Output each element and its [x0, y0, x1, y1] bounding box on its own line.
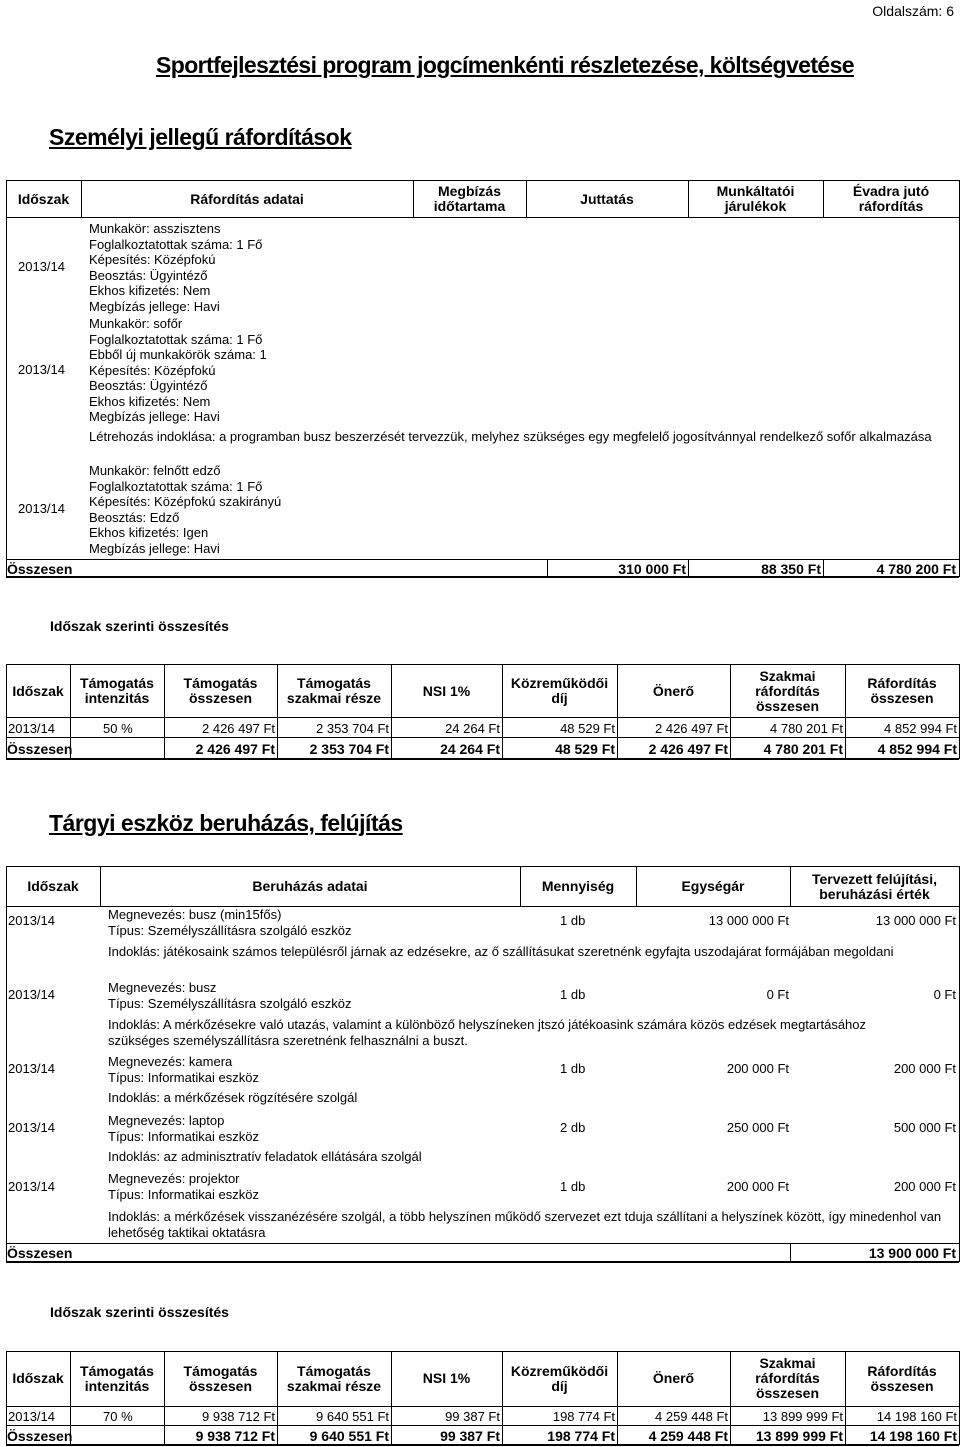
detail-line: Beosztás: Edző: [89, 509, 180, 525]
detail-line: Megbízás jellege: Havi: [89, 298, 220, 314]
sum2-header-szakmai-2: ráfordítás: [755, 1370, 820, 1386]
header-megbizas-1: Megbízás: [437, 183, 501, 199]
sum2-header-kozremukodoi-2: díj: [551, 1377, 568, 1394]
sum-tam-szakmai: 2 353 704 Ft: [316, 721, 389, 736]
asset-header-idoszak: Időszak: [27, 878, 79, 894]
detail-line: Munkakör: sofőr: [89, 316, 183, 331]
row-note: Létrehozás indoklása: a programban busz beszerzését tervezzük, melyhez szükséges egy megfelelő jogosítvánnyal rendelkező sofőr alkalmazása: [89, 429, 932, 444]
sum-szakmai: 4 780 201 Ft: [770, 721, 843, 736]
asset-type: Típus: Személyszállításra szolgáló eszköz: [108, 995, 352, 1011]
sum2-total-tam-osszesen: 9 938 712 Ft: [195, 1428, 275, 1444]
header-evadra-2: ráfordítás: [858, 198, 924, 214]
sum2-tam-szakmai: 9 640 551 Ft: [316, 1409, 389, 1424]
sum2-total-kozremukodoi: 198 774 Ft: [547, 1428, 615, 1444]
asset-price: 200 000 Ft: [726, 1179, 789, 1194]
asset-period: 2013/14: [8, 987, 55, 1002]
asset-name: Megnevezés: kamera: [108, 1054, 233, 1069]
sum-total-tam-osszesen: 2 426 497 Ft: [195, 741, 275, 757]
summary2-title: Időszak szerinti összesítés: [50, 1304, 229, 1320]
sum-total-label: Összesen: [7, 741, 73, 757]
sum2-header-szakmai: [730, 1352, 845, 1405]
asset-details: [108, 907, 351, 938]
detail-line: Beosztás: Ügyintéző: [89, 267, 208, 283]
sum2-header-szakmai-1: Szakmai: [759, 1355, 816, 1371]
detail-line: Képesítés: Középfokú: [89, 252, 216, 267]
row-period: 2013/14: [18, 259, 65, 274]
sum-header-kozremukodoi-1: Közreműködői: [510, 675, 609, 691]
header-megbizas-2: időtartama: [433, 198, 506, 214]
asset-name: Megnevezés: projektor: [108, 1171, 240, 1186]
sum2-header-kozremukodoi-1: Közreműködői: [510, 1362, 609, 1379]
sum-total-tam-szakmai: 2 353 704 Ft: [309, 741, 389, 757]
asset-total-value: 13 900 000 Ft: [868, 1245, 956, 1261]
asset-note: Indoklás: a mérkőzések rögzítésére szolgál: [108, 1090, 358, 1105]
asset-header-tervezett-1: Tervezett felújítási,: [811, 870, 937, 887]
detail-line: Foglalkoztatottak száma: 1 Fő: [89, 331, 263, 347]
asset-period: 2013/14: [8, 1179, 55, 1194]
sum2-header-intenzitas-1: Támogatás: [80, 1362, 154, 1379]
sum-raforditas: 4 852 994 Ft: [884, 721, 957, 736]
asset-period: 2013/14: [8, 1061, 55, 1076]
detail-line: Foglalkoztatottak száma: 1 Fő: [89, 236, 263, 252]
section1-title: Személyi jellegű ráfordítások: [49, 124, 352, 150]
sum-total-raforditas: 4 852 994 Ft: [877, 741, 957, 757]
asset-details: [108, 1054, 259, 1085]
sum-tam-osszesen: 2 426 497 Ft: [202, 721, 275, 736]
sum2-total-label: Összesen: [7, 1428, 73, 1444]
sum2-total-onero: 4 259 448 Ft: [648, 1428, 728, 1444]
detail-line: Ekhos kifizetés: Nem: [89, 283, 211, 298]
header-munkaltatoi-2: járulékok: [724, 198, 787, 214]
sum2-header-idoszak: Időszak: [12, 1370, 64, 1386]
asset-type: Típus: Személyszállításra szolgáló eszköz: [108, 922, 352, 938]
sum-nsi: 24 264 Ft: [445, 721, 500, 736]
header-raforditas-adatai: Ráfordítás adatai: [190, 190, 304, 207]
detail-line: Képesítés: Középfokú szakirányú: [89, 494, 282, 509]
sum-header-raforditas: [845, 665, 959, 717]
sum-total-onero: 2 426 497 Ft: [648, 741, 728, 757]
sum-kozremukodoi: 48 529 Ft: [560, 721, 615, 736]
asset-value: 13 000 000 Ft: [875, 913, 956, 928]
total-evadra: 4 780 200 Ft: [876, 561, 956, 577]
asset-type: Típus: Informatikai eszköz: [108, 1128, 259, 1144]
sum2-kozremukodoi: 198 774 Ft: [552, 1409, 615, 1424]
detail-line: Beosztás: Ügyintéző: [89, 378, 208, 393]
asset-details: [108, 1113, 259, 1144]
sum2-nsi: 99 387 Ft: [445, 1409, 500, 1424]
sum-header-tam-osszesen-2: összesen: [188, 690, 253, 706]
row-period: 2013/14: [18, 501, 65, 516]
row-period: 2013/14: [18, 362, 65, 377]
total-juttatas: 310 000 Ft: [618, 561, 686, 577]
sum2-header-tam-osszesen-1: Támogatás: [183, 1362, 258, 1379]
asset-name: Megnevezés: busz (min15fős): [108, 907, 282, 922]
asset-type: Típus: Informatikai eszköz: [108, 1186, 259, 1202]
asset-header-tervezett: [790, 867, 959, 906]
asset-header-egysegar: Egységár: [681, 878, 745, 894]
sum-header-onero: Önerő: [652, 682, 695, 699]
sum-header-tam-szakmai-2: szakmai része: [286, 690, 382, 706]
detail-line: Munkakör: asszisztens: [89, 221, 221, 236]
page-number: Oldalszám: 6: [872, 3, 954, 19]
asset-price: 200 000 Ft: [726, 1061, 789, 1076]
sum-header-szakmai: [730, 665, 845, 717]
sum2-header-intenzitas-2: intenzitás: [84, 1377, 150, 1394]
detail-line: Foglalkoztatottak száma: 1 Fő: [89, 478, 263, 494]
summary1-title: Időszak szerinti összesítés: [50, 618, 229, 634]
sum-header-intenzitas: [70, 665, 164, 717]
header-munkaltatoi-1: Munkáltatói: [716, 183, 795, 199]
asset-qty: 1 db: [560, 1179, 586, 1194]
sum-header-tam-szakmai: [277, 665, 391, 717]
sum2-header-kozremukodoi: [502, 1352, 617, 1405]
asset-details: [108, 980, 351, 1011]
sum2-header-szakmai-3: összesen: [755, 1385, 820, 1401]
sum-header-kozremukodoi: [502, 665, 617, 717]
header-idoszak: Időszak: [17, 190, 70, 207]
asset-qty: 2 db: [560, 1120, 586, 1135]
sum2-header-intenzitas: [70, 1352, 164, 1405]
sum2-total-nsi: 99 387 Ft: [440, 1428, 500, 1444]
detail-line: Ekhos kifizetés: Nem: [89, 393, 211, 409]
sum-header-tam-osszesen-1: Támogatás: [183, 675, 258, 691]
detail-line: Munkakör: felnőtt edző: [89, 463, 221, 478]
asset-period: 2013/14: [8, 913, 55, 928]
sum-total-szakmai: 4 780 201 Ft: [763, 741, 843, 757]
sum2-header-tam-szakmai: [277, 1352, 391, 1405]
asset-total-label: Összesen: [7, 1245, 73, 1261]
asset-name: Megnevezés: laptop: [108, 1113, 225, 1128]
sum-header-kozremukodoi-2: díj: [551, 690, 568, 706]
detail-line: Ebből új munkakörök száma: 1: [89, 347, 267, 362]
asset-price: 0 Ft: [766, 987, 789, 1002]
sum2-intenzitas: 70 %: [103, 1409, 133, 1424]
asset-name: Megnevezés: busz: [108, 980, 217, 995]
sum-header-szakmai-1: Szakmai: [759, 667, 816, 684]
row-details: [89, 463, 281, 556]
asset-qty: 1 db: [560, 987, 586, 1002]
asset-value: 200 000 Ft: [893, 1061, 956, 1076]
sum2-header-raforditas: [845, 1352, 959, 1405]
detail-line: Megbízás jellege: Havi: [89, 409, 220, 424]
sum2-header-raforditas-2: összesen: [870, 1377, 934, 1394]
sum-header-szakmai-2: ráfordítás: [755, 682, 820, 699]
sum-header-intenzitas-1: Támogatás: [80, 675, 154, 691]
sum-total-kozremukodoi: 48 529 Ft: [555, 741, 615, 757]
sum2-onero: 4 259 448 Ft: [655, 1409, 728, 1424]
asset-note: Indoklás: a mérkőzések visszanézésére szolgál, a több helyszínen működő szervezet ezt tduja szállítani a helyszínek között, így minedenhol van lehetőség taktikai oktatásra: [108, 1209, 942, 1240]
sum2-header-tam-osszesen-2: összesen: [188, 1377, 253, 1394]
sum-intenzitas: 50 %: [103, 721, 133, 736]
sum-header-intenzitas-2: intenzitás: [84, 690, 150, 706]
sum-total-nsi: 24 264 Ft: [440, 741, 500, 757]
asset-details: [108, 1171, 259, 1202]
asset-header-tervezett-2: beruházási érték: [819, 885, 930, 902]
asset-qty: 1 db: [560, 1061, 586, 1076]
sum2-total-raforditas: 14 198 160 Ft: [869, 1428, 957, 1444]
asset-price: 250 000 Ft: [726, 1120, 789, 1135]
asset-value: 200 000 Ft: [893, 1179, 956, 1194]
sum-header-raforditas-1: Ráfordítás: [867, 675, 937, 691]
sum2-header-tam-osszesen: [164, 1352, 277, 1405]
header-megbizas: [413, 182, 526, 216]
asset-qty: 1 db: [560, 913, 586, 928]
asset-header-adatai: Beruházás adatai: [252, 878, 368, 894]
main-title: Sportfejlesztési program jogcímenkénti részletezése, költségvetése: [156, 52, 854, 78]
sum-header-tam-osszesen: [164, 665, 277, 717]
header-juttatas: Juttatás: [580, 190, 634, 207]
sum2-period: 2013/14: [8, 1409, 55, 1424]
asset-value: 0 Ft: [933, 987, 956, 1002]
detail-line: Megbízás jellege: Havi: [89, 540, 220, 556]
sum-header-szakmai-3: összesen: [755, 697, 820, 714]
sum2-header-raforditas-1: Ráfordítás: [867, 1362, 937, 1379]
sum-onero: 2 426 497 Ft: [655, 721, 728, 736]
sum2-tam-osszesen: 9 938 712 Ft: [202, 1409, 275, 1424]
total-label: Összesen: [7, 561, 73, 577]
sum-header-nsi: NSI 1%: [422, 682, 471, 699]
detail-line: Képesítés: Középfokú: [89, 362, 216, 378]
asset-note: Indoklás: játékosaink számos településről járnak az edzésekre, az ő szállításukat szeretnénk egyfajta uszodajárat formájában megoldani: [108, 944, 894, 959]
asset-header-mennyiseg: Mennyiség: [541, 878, 615, 894]
asset-note: Indoklás: az adminisztratív feladatok ellátására szolgál: [108, 1149, 422, 1164]
sum-header-raforditas-2: összesen: [870, 690, 934, 706]
header-evadra: [823, 182, 959, 216]
row-details: [89, 221, 262, 314]
sum2-header-tam-szakmai-2: szakmai része: [286, 1377, 382, 1394]
sum2-raforditas: 14 198 160 Ft: [876, 1409, 957, 1424]
sum2-total-szakmai: 13 899 999 Ft: [755, 1428, 843, 1444]
asset-price: 13 000 000 Ft: [708, 913, 789, 928]
row-details: [89, 316, 267, 425]
sum2-szakmai: 13 899 999 Ft: [762, 1409, 843, 1424]
total-jarulek: 88 350 Ft: [761, 561, 821, 577]
sum2-total-tam-szakmai: 9 640 551 Ft: [309, 1428, 389, 1444]
sum2-header-onero: Önerő: [652, 1370, 695, 1386]
asset-note: Indoklás: A mérkőzésekre való utazás, valamint a különböző helyszíneken jtszó játékoasink számára közös edzések megtartásához szükséges személyszállításra szeretnénk felhasználni a buszt.: [108, 1017, 867, 1048]
section2-title: Tárgyi eszköz beruházás, felújítás: [49, 810, 403, 836]
detail-line: Ekhos kifizetés: Igen: [89, 525, 209, 540]
asset-value: 500 000 Ft: [893, 1120, 956, 1135]
sum-period: 2013/14: [8, 721, 55, 736]
sum-header-idoszak: Időszak: [12, 682, 64, 699]
asset-period: 2013/14: [8, 1120, 55, 1135]
asset-type: Típus: Informatikai eszköz: [108, 1069, 259, 1085]
header-munkaltatoi: [688, 182, 823, 216]
header-evadra-1: Évadra jutó: [852, 183, 930, 199]
sum2-header-nsi: NSI 1%: [422, 1370, 471, 1386]
sum-header-tam-szakmai-1: Támogatás: [297, 675, 371, 691]
sum2-header-tam-szakmai-1: Támogatás: [297, 1362, 371, 1379]
